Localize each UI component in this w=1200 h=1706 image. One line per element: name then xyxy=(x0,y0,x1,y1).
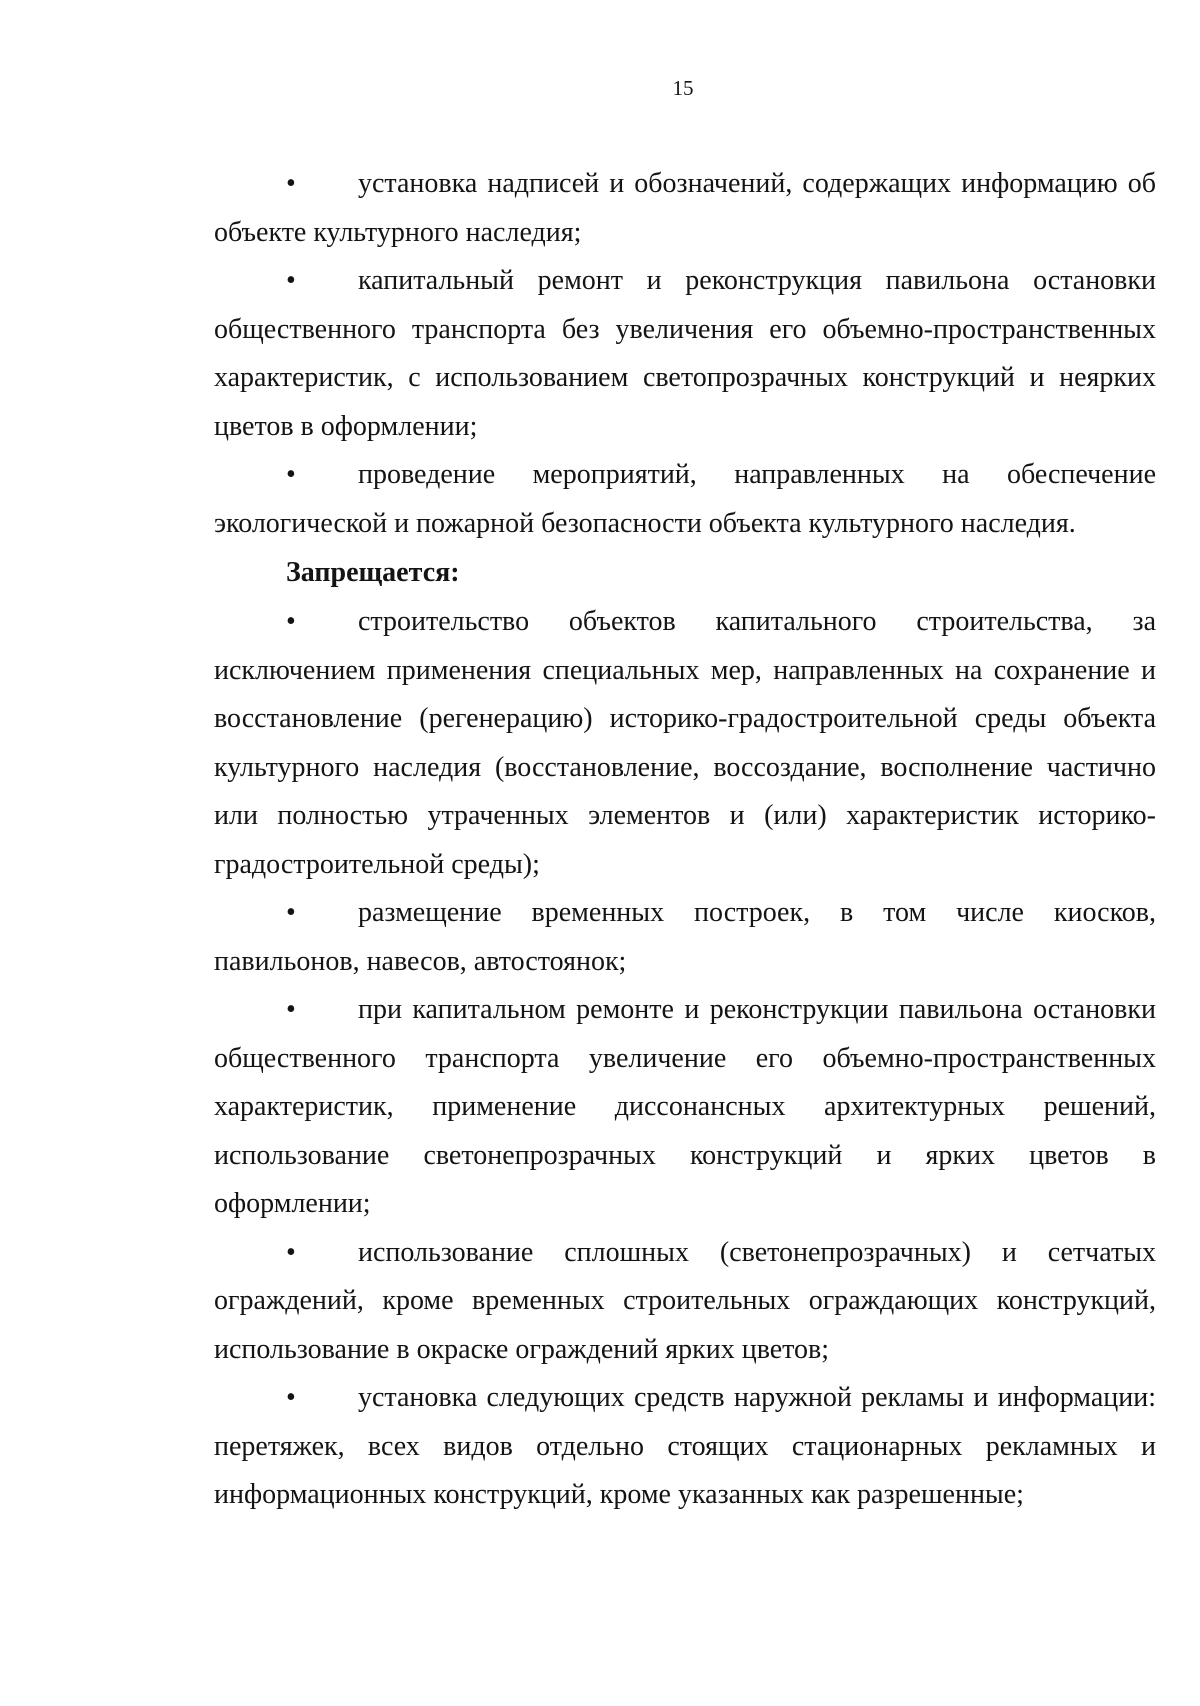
bullet-icon: • xyxy=(286,168,296,199)
list-item xyxy=(214,451,1156,548)
list-item-text: строительство объектов капитального строительства, за исключением применения специальных мер, направленных на сохранение и восстановление (регенерацию) историко-градостроительной среды объекта культурного наследия (восстановление, воссоздание, восполнение частично или полностью утраченных элементов и (или) характеристик историко-градостроительной среды); xyxy=(214,606,1156,880)
bullet-icon: • xyxy=(286,897,296,928)
list-item xyxy=(214,257,1156,451)
bullet-icon: • xyxy=(286,1236,296,1268)
list-item-text: при капитальном ремонте и реконструкции павильона остановки общественного транспорта увеличение его объемно-пространственных характеристик, применение диссонансных архитектурных решений, использование светонепрозрачных конструкций и ярких цветов в оформлении; xyxy=(214,994,1156,1219)
section-heading: Запрещается: xyxy=(286,557,460,588)
page-number: 15 xyxy=(672,76,694,100)
bullet-icon: • xyxy=(286,994,296,1025)
bullet-icon: • xyxy=(286,606,296,637)
bullet-icon: • xyxy=(286,1382,296,1413)
list-item-text: проведение мероприятий, направленных на обеспечение экологической и пожарной безопасности объекта культурного наследия. xyxy=(214,459,1156,539)
bullet-icon: • xyxy=(286,459,296,490)
list-item-text: использование сплошных (светонепрозрачных) и сетчатых ограждений, кроме временных строительных ограждающих конструкций, использование в окраске ограждений ярких цветов; xyxy=(214,1236,1156,1365)
list-item xyxy=(214,598,1156,889)
list-item-text: капитальный ремонт и реконструкция павильона остановки общественного транспорта без увеличения его объемно-пространственных характеристик, с использованием светопрозрачных конструкций и неярких цветов в оформлении; xyxy=(214,265,1156,442)
bullet-icon: • xyxy=(286,265,296,296)
document-body xyxy=(214,160,1156,1520)
list-item-text: установка следующих средств наружной рекламы и информации: перетяжек, всех видов отдельно стоящих стационарных рекламных и информационных конструкций, кроме указанных как разрешенные; xyxy=(214,1382,1156,1510)
list-item xyxy=(214,1374,1156,1520)
list-item xyxy=(214,160,1156,257)
list-item xyxy=(214,986,1156,1229)
list-item-text: размещение временных построек, в том числе киосков, павильонов, навесов, автостоянок; xyxy=(214,897,1156,977)
list-item xyxy=(214,1229,1156,1375)
list-item xyxy=(214,889,1156,986)
list-item-text: установка надписей и обозначений, содержащих информацию об объекте культурного наследия; xyxy=(214,168,1156,248)
